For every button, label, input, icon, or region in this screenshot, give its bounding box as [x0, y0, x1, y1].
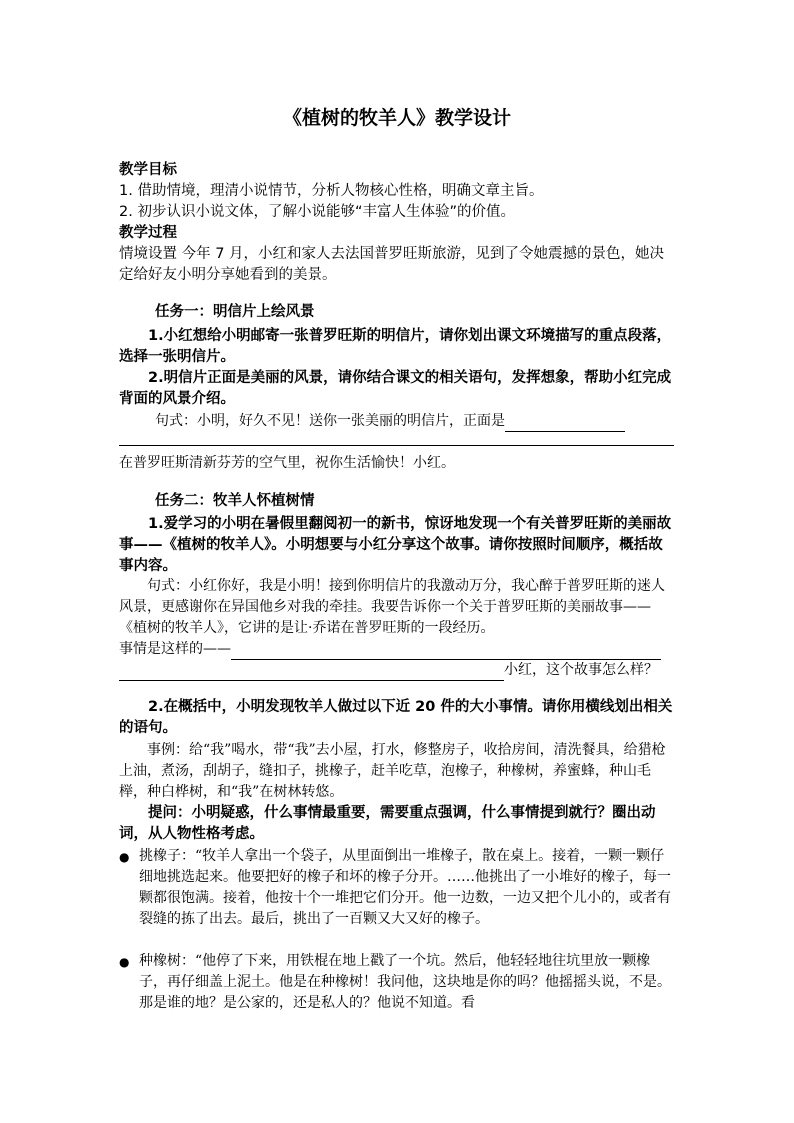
task2-heading: 任务二：牧羊人怀植树情	[155, 493, 315, 509]
situation-text: 情境设置 今年 7 月，小红和家人去法国普罗旺斯旅游，见到了令她震撼的景色，她决定给好友小明分享她看到的美景。	[119, 246, 665, 283]
answer-blank[interactable]	[505, 417, 625, 432]
story-end-row	[119, 660, 674, 681]
bullet-2-text: 种橡树：“他停了下来，用铁棍在地上戳了一个坑。然后，他轻轻地往坑里放一颗橡子，再仔细盖上泥土。他是在种橡树！我问他，这块地是你的吗？他摇摇头说，不是。那是谁的地？是公家的，还是私人的？他说不知道。看	[139, 953, 671, 1011]
story-lead: 事情是这样的——	[119, 641, 231, 657]
goal-2: 2. 初步认识小说文体，了解小说能够“丰富人生体验”的价值。	[119, 204, 515, 220]
process-heading: 教学过程	[119, 225, 177, 241]
task1-pattern	[155, 411, 675, 432]
task1-question-2: 2.明信片正面是美丽的风景，请你结合课文的相关语句，发挥想象，帮助小红完成背面的风景介绍。	[119, 370, 672, 407]
page-title: 《植树的牧羊人》教学设计	[282, 107, 511, 129]
task1-pattern-text: 句式：小明，好久不见！送你一张美丽的明信片，正面是	[155, 413, 505, 429]
task2-prompt-question: 提问：小明疑惑，什么事情最重要，需要重点强调，什么事情提到就行？圈出动词，从人物性格考虑。	[119, 805, 656, 842]
story-blank-2[interactable]	[119, 666, 504, 681]
task1-question-1: 1.小红想给小明邮寄一张普罗旺斯的明信片，请你划出课文环境描写的重点段落，选择一张明信片。	[119, 328, 672, 365]
goal-1: 1. 借助情境，理清小说情节，分析人物核心性格，明确文章主旨。	[119, 183, 544, 199]
task2-pattern: 句式：小红你好，我是小明！接到你明信片的我激动万分，我心醉于普罗旺斯的迷人风景，更感谢你在异国他乡对我的牵挂。我要告诉你一个关于普罗旺斯的美丽故事——《植树的牧羊人》，它讲的是让·乔诺在普罗旺斯的一段经历。	[119, 578, 665, 636]
task1-closing: 在普罗旺斯清新芬芳的空气里，祝你生活愉快！小红。	[119, 455, 455, 471]
story-lead-row	[119, 639, 674, 660]
story-blank-1[interactable]	[231, 645, 661, 660]
bullet-1-text: 挑橡子：“牧羊人拿出一个袋子，从里面倒出一堆橡子，散在桌上。接着，一颗一颗仔细地挑选起来。他要把好的橡子和坏的橡子分开。……他挑出了一小堆好的橡子，每一颗都很饱满。接着，他按十个一堆把它们分开。他一边数，一边又把个儿小的，或者有裂缝的拣了出去。最后，挑出了一百颗又大又好的橡子。	[139, 848, 671, 927]
goals-heading: 教学目标	[119, 162, 177, 178]
bullet-2-marker: ●	[119, 955, 130, 969]
bullet-1-marker: ●	[119, 850, 130, 864]
task2-question-1: 1.爱学习的小明在暑假里翻阅初一的新书，惊讶地发现一个有关普罗旺斯的美丽故事——《植树的牧羊人》。小明想要与小红分享这个故事。请你按照时间顺序，概括故事内容。	[119, 516, 672, 574]
story-end: 小红，这个故事怎么样？	[504, 662, 658, 678]
task2-examples: 事例：给“我”喝水，带“我”去小屋，打水，修整房子，收拾房间，清洗餐具，给猎枪上油，煮汤，刮胡子，缝扣子，挑橡子，赶羊吃草，泡橡子，种橡树，养蜜蜂，种山毛榉，种白桦树，和“我”在树林转悠。	[119, 742, 666, 800]
task2-question-2: 2.在概括中，小明发现牧羊人做过以下近 20 件的大小事情。请你用横线划出相关的语句。	[119, 699, 673, 736]
answer-line[interactable]	[119, 445, 674, 446]
task1-heading: 任务一：明信片上绘风景	[155, 304, 315, 320]
